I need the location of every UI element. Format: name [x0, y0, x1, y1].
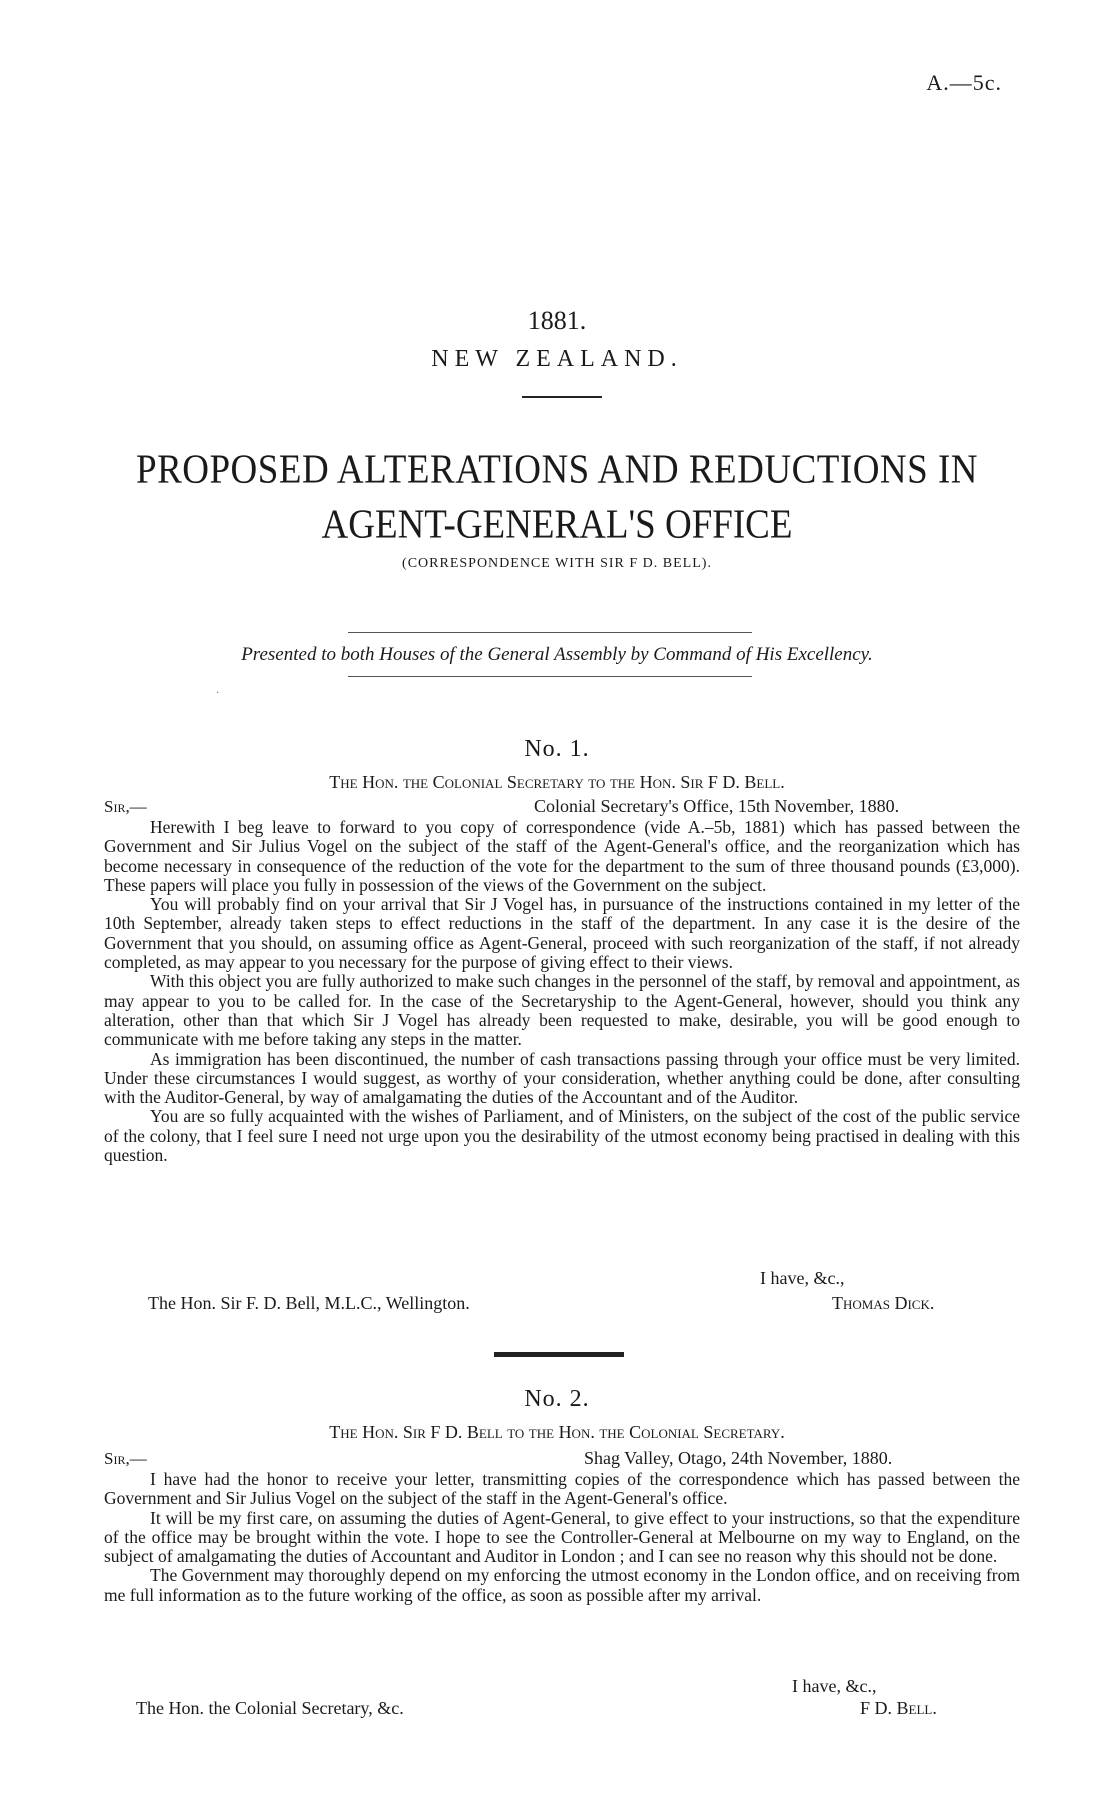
letter-2-paragraph: The Government may thoroughly depend on my enforcing the utmost economy in the London office, and on receiving from me full information as to the future working of the office, as soon as possible after my arrival. [104, 1565, 1020, 1605]
country: NEW ZEALAND. [431, 346, 683, 372]
letter-1-dateline: Colonial Secretary's Office, 15th November, 1880. [534, 796, 900, 816]
letter-1-addressee: The Hon. Sir F. D. Bell, M.L.C., Wellington. [148, 1293, 470, 1313]
stray-mark: · [216, 688, 220, 699]
title-line-2: AGENT-GENERAL'S OFFICE [321, 501, 793, 548]
presented-rule-bottom [348, 676, 752, 677]
letter-1-paragraph: As immigration has been discontinued, the number of cash transactions passing through your office must be very limited. Under these circumstances I would suggest, as worthy of your consideration, whether anything could be done, after consulting with the Auditor-General, by way of amalgamating the duties of the Accountant and of the Auditor. [104, 1048, 1020, 1108]
letter-1-paragraph: You are so fully acquainted with the wishes of Parliament, and of Ministers, on the subject of the cost of the public service of the colony, that I feel sure I need not urge upon you the desirability of the utmost economy being practised in dealing with this question. [104, 1106, 1020, 1166]
letter-1-paragraph: You will probably find on your arrival that Sir J Vogel has, in pursuance of the instructions contained in my letter of the 10th September, already taken steps to effect reductions in the staff of the department. In any case it is the desire of the Government that you should, on assuming office as Agent-General, proceed with such reorganization of the staff, if not already completed, as may appear to you necessary for the purpose of giving effect to their views. [104, 894, 1020, 973]
letter-2-paragraph: It will be my first care, on assuming the duties of Agent-General, to give effect to your instructions, so that the expenditure of the office may be brought within the vote. I hope to see the Controller-General at Melbourne on my way to England, on the subject of amalgamating the duties of Accountant and Auditor in London ; and I can see no reason why this should not be done. [104, 1507, 1020, 1567]
subtitle: (CORRESPONDENCE WITH SIR F D. BELL). [402, 556, 712, 571]
paper-reference: A.—5c. [926, 70, 1002, 95]
letter-1-paragraph: With this object you are fully authorized to make such changes in the personnel of the staff, by removal and appointment, as may appear to you to be called for. In the case of the Secretaryship to the Agent-General, however, should you think any alteration, other than that which Sir J Vogel has already been requested to make, desirable, you will be good enough to communicate with me before taking any steps in the matter. [104, 971, 1020, 1050]
letter-1-closing: I have, &c., [760, 1268, 845, 1288]
letter-2-salutation: Sir,— [104, 1449, 147, 1468]
letter-2-number: No. 2. [524, 1386, 590, 1412]
letter-1-signature: Thomas Dick. [832, 1293, 935, 1313]
letter-1-paragraph: Herewith I beg leave to forward to you copy of correspondence (vide A.–5b, 1881) which has passed between the Government and Sir Julius Vogel on the subject of the staff of the Agent-General's office, and the reorganization which has become necessary in consequence of the reduction of the vote for the department to the sum of three thousand pounds (£3,000). These papers will place you fully in possession of the views of the Government on the subject. [104, 817, 1020, 895]
letter-2-signature: F D. Bell. [860, 1698, 937, 1718]
presented-rule-top [348, 632, 752, 633]
letter-2-dateline: Shag Valley, Otago, 24th November, 1880. [584, 1448, 893, 1468]
letter-2-paragraph: I have had the honor to receive your letter, transmitting copies of the correspondence which has passed between the Government and Sir Julius Vogel on the subject of the staff in the Agent-General's office. [104, 1469, 1020, 1509]
letter-1-heading: The Hon. the Colonial Secretary to the Hon. Sir F D. Bell. [329, 772, 785, 792]
letter-2-addressee: The Hon. the Colonial Secretary, &c. [136, 1698, 404, 1718]
title-line-1: PROPOSED ALTERATIONS AND REDUCTIONS IN [136, 446, 978, 493]
letter-1-number: No. 1. [524, 736, 590, 762]
letter-2-closing: I have, &c., [792, 1676, 877, 1696]
letter-2-heading: The Hon. Sir F D. Bell to the Hon. the Colonial Secretary. [329, 1422, 785, 1442]
section-divider-bar [494, 1352, 624, 1357]
year: 1881. [527, 306, 587, 335]
letter-1-body [104, 818, 1020, 1165]
letter-2-body [104, 1470, 1020, 1605]
divider-rule [522, 396, 602, 398]
letter-1-salutation: Sir,— [104, 797, 147, 816]
presented-line: Presented to both Houses of the General Assembly by Command of His Excellency. [241, 644, 873, 665]
